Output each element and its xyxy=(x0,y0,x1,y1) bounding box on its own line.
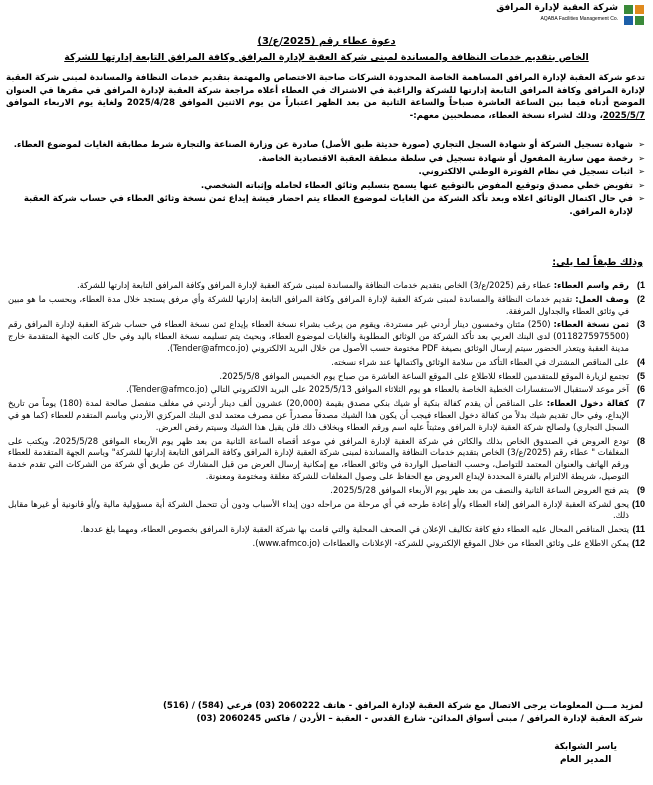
conditions-heading: وذلك طبقاً لما يلي: xyxy=(552,257,643,268)
condition-text: يتم فتح العروض الساعة الثانية والنصف من بعد ظهر يوم الأربعاء الموافق 2025/5/28. xyxy=(330,484,629,495)
company-name-ar: شركة العقبة لإدارة المرافق xyxy=(496,3,618,13)
condition-item xyxy=(8,484,645,497)
condition-number: 9) xyxy=(636,484,645,495)
condition-number: 7) xyxy=(636,398,645,409)
condition-item xyxy=(8,498,645,523)
company-logo xyxy=(496,2,650,28)
condition-text: آخر موعد لاستقبال الاستفسارات الخطية الخاصة بالعطاء هو يوم الثلاثاء الموافق 2025/5/13 على البريد الالكتروني التالي (Tender@afmco.jo). xyxy=(126,384,629,395)
condition-text: (250) مئتان وخمسون دينار أردني غير مستردة، ويقوم من يرغب بشراء نسخة العطاء بإيداع ثمن نسخة العطاء في حساب شركة العقبة لإدارة المرافق رقم (0118275975500) لدى البنك العربي بعد تأكد الشركة من الوثائق المطلوبة والغايات لموضوع العطاء، وبحيث يتم تسليمه نسخة العطاء باليد وفي حال كانت الجهة المتقدمة خارج مدينة العقبة ويتعذر الحضور سيتم إرسال الوثائق بصيغة PDF مختومة حسب الأصول من خلال البريد الالكتروني (Tender@afmco.jo). xyxy=(8,319,629,353)
condition-number: 12) xyxy=(631,537,645,548)
conditions-list xyxy=(8,280,645,552)
condition-text: على المناقص المشترك في العطاء التأكد من سلامة الوثائق واكتمالها عند شراء نسخته. xyxy=(331,356,629,367)
condition-text: يحق لشركة العقبة لإدارة المرافق إلغاء العطاء و/أو إعادة طرحه في أي مرحلة من مراحله دون إبداء الأسباب ودون أن تتحمل الشركة أية مسؤولية مالية و/أو قانونية أو غيرها مقابل ذلك. xyxy=(8,498,629,521)
condition-number: 5) xyxy=(636,370,645,381)
requirement-item: ➢ رخصة مهن سارية المفعول أو شهادة تسجيل في سلطة منطقة العقبة الاقتصادية الخاصة. xyxy=(6,153,633,166)
condition-text: تجتمع لزيارة الموقع للمتقدمين للعطاء للاطلاع على الموقع الساعة العاشرة من صباح يوم الخميس الموافق 2025/5/8. xyxy=(219,370,629,381)
company-name-en: AQABA Facilities Management Co. xyxy=(540,16,618,22)
condition-item xyxy=(8,319,645,354)
intro-paragraph xyxy=(6,72,645,122)
intro-end-date: 2025/5/7 xyxy=(602,110,645,121)
intro-text: تدعو شركة العقبة لإدارة المرافق المساهمة الخاصة المحدودة الشركات صاحبة الاختصاص والمهتمة بتقديم خدمات النظافة والمساندة لمبنى شركة العقبة لإدارة المرافق وكافة المرافق التابعة إدارتها للشركة والراغبة في الاشتراك في العطاء أعلاه مراجعة شركة العقبة لإدارة المرافق في مقرها في العنوان الموضح أدناه فيما بين الساعة العاشرة صباحاً والساعة الثانية من بعد الظهر اعتباراً من يوم الاثنين الموافق 2025/4/28 ولغاية يوم الاربعاء الموافق xyxy=(6,73,645,108)
condition-item xyxy=(8,524,645,536)
condition-number: 2) xyxy=(636,293,645,304)
condition-label: كفالة دخول العطاء: xyxy=(546,398,629,409)
signatory-name: ياسر الشوابكة xyxy=(554,742,617,752)
condition-text: يمكن الاطلاع على وثائق العطاء من خلال الموقع الإلكتروني للشركة- الإعلانات والعطاءات (www.afmco.jo). xyxy=(252,537,629,548)
requirement-item: ➢ شهادة تسجيل الشركة أو شهادة السجل التجاري (صورة حديثة طبق الأصل) صادرة عن وزارة الصناعة والتجارة شرط مطابقة الغايات لموضوع العطاء. xyxy=(6,139,633,152)
contact-address-line: شركة العقبة لإدارة المرافق / مبنى أسواق المدائن- شارع القدس - العقبة – الأردن / فاكس 2060245 (03) xyxy=(196,713,643,724)
requirement-item: ➢ تفويض خطي مصدق وتوقيع المفوض بالتوقيع عنها يسمح بتسليم وثائق العطاء لحامله وإثباته الشخصي. xyxy=(6,180,633,193)
condition-text: يتحمل المناقص المحال عليه العطاء دفع كافة تكاليف الإعلان في الصحف المحلية والتي قامت بها شركة العقبة لإدارة المرافق بخصوص العطاء، ومهما بلغ عددها. xyxy=(80,524,629,535)
condition-item xyxy=(8,370,645,383)
condition-text: تقديم خدمات النظافة والمساندة لمبنى شركة العقبة لإدارة المرافق وكافة المرافق التابعة إدارتها للشركة وأي مرفق يستجد خلال مدة العطاء، وبحسب ما هو مبين في وثائق العطاء والجداول المرفقة. xyxy=(8,293,629,316)
condition-number: 10) xyxy=(631,498,645,509)
condition-item xyxy=(8,356,645,369)
tender-subtitle: الخاص بتقديم خدمات النظافة والمساندة لمبنى شركة العقبة لإدارة المرافق وكافة المرافق التابعة إدارتها للشركة xyxy=(64,52,589,63)
signature-block xyxy=(554,741,617,767)
condition-number: 4) xyxy=(636,356,645,367)
condition-number: 3) xyxy=(636,319,645,330)
condition-label: رقم واسم العطاء: xyxy=(553,280,629,290)
condition-text: عطاء رقم (2025/ع/3) الخاص بتقديم خدمات النظافة والمساندة لمبنى شركة العقبة لإدارة المرافق وكافة المرافق التابعة إدارتها للشركة. xyxy=(76,280,554,290)
condition-label: ثمن نسخة العطاء: xyxy=(553,319,629,330)
company-logo-icon xyxy=(622,3,646,27)
requirements-list xyxy=(6,139,645,219)
condition-item xyxy=(8,435,645,483)
requirement-item: ➢ اثبات تسجيل في نظام الفوترة الوطني الالكتروني. xyxy=(6,166,633,179)
condition-text: على المناقص أن يقدم كفالة بنكية أو شيك بنكي مصدق بقيمة (20,000) عشرون ألف دينار أردني في مغلف منفصل صالحة لمدة (180) يوماً من تاريخ الإيداع، وفي حال تقديم شيك بدلاً من كفالة دخول العطاء فيجب أن يكون هذا الشيك مصدقاً مصدراً عن مصرف معتمد لدى البنك المركزي الأردني وباسم المتقدم للعطاء (كما هو في السجل التجاري) ولصالح شركة العقبة لإدارة المرافق ومثبتاً عليه اسم ورقم العطاء وبخلاف ذلك فلن يقبل هذا الشيك وسيتم رفض العرض. xyxy=(8,398,629,432)
condition-number: 6) xyxy=(636,384,645,395)
tender-title: دعوة عطاء رقم (2025/ع/3) xyxy=(257,36,396,47)
condition-text: تودع العروض في الصندوق الخاص بذلك والكائن في شركة العقبة لإدارة المرافق في موعد أقصاه الساعة الثانية من بعد ظهر يوم الأربعاء الموافق 2025/5/28، ويكتب على المغلفات " عطاء رقم (2025/ع/3) الخاص بتقديم خدمات النظافة والمساندة لمبنى شركة العقبة لإدارة المرافق وكافة المرافق التابعة إدارتها للشركة" وباسم الجهة المتقدمة للعطاء ورقم الهاتف والعنوان المعتمد للتواصل، وحسب التفاصيل الواردة في وثائق العطاء، مع إمكانية إرسال العرض من قبل المشارك عن طريق أي شركة من الشركات التي تقدم خدمة التوصيل، شريطة الالتزام بالفترة المحددة لإيداع العروض مع الحفاظ على وصول المغلفات للشركة مغلقة ومختومة ومعنونة. xyxy=(8,435,630,481)
condition-item xyxy=(8,280,645,292)
contact-info xyxy=(163,700,643,725)
condition-label: وصف العمل: xyxy=(575,293,629,304)
condition-item xyxy=(8,398,645,433)
condition-item xyxy=(8,293,645,318)
condition-item xyxy=(8,384,645,396)
intro-tail: ، وذلك لشراء نسخة العطاء، مصطحبين معهم:- xyxy=(409,110,603,121)
condition-number: 11) xyxy=(632,524,645,535)
condition-number: 1) xyxy=(636,280,645,290)
condition-item xyxy=(8,537,645,550)
requirement-item: ➢ في حال اكتمال الوثائق اعلاه وبعد تأكد الشركة من الغايات لموضوع العطاء يتم احضار فيشة إيداع ثمن نسخة وثائق العطاء في حساب شركة العقبة لإدارة المرافق. xyxy=(6,193,633,218)
condition-number: 8) xyxy=(636,435,645,446)
contact-phone-line: لمزيد مـــن المعلومات يرجى الاتصال مع شركة العقبة لإدارة المرافق - هاتف 2060222 (03) فرعي (584) / (516) xyxy=(162,701,643,711)
signatory-title: المدير العام xyxy=(559,755,612,765)
